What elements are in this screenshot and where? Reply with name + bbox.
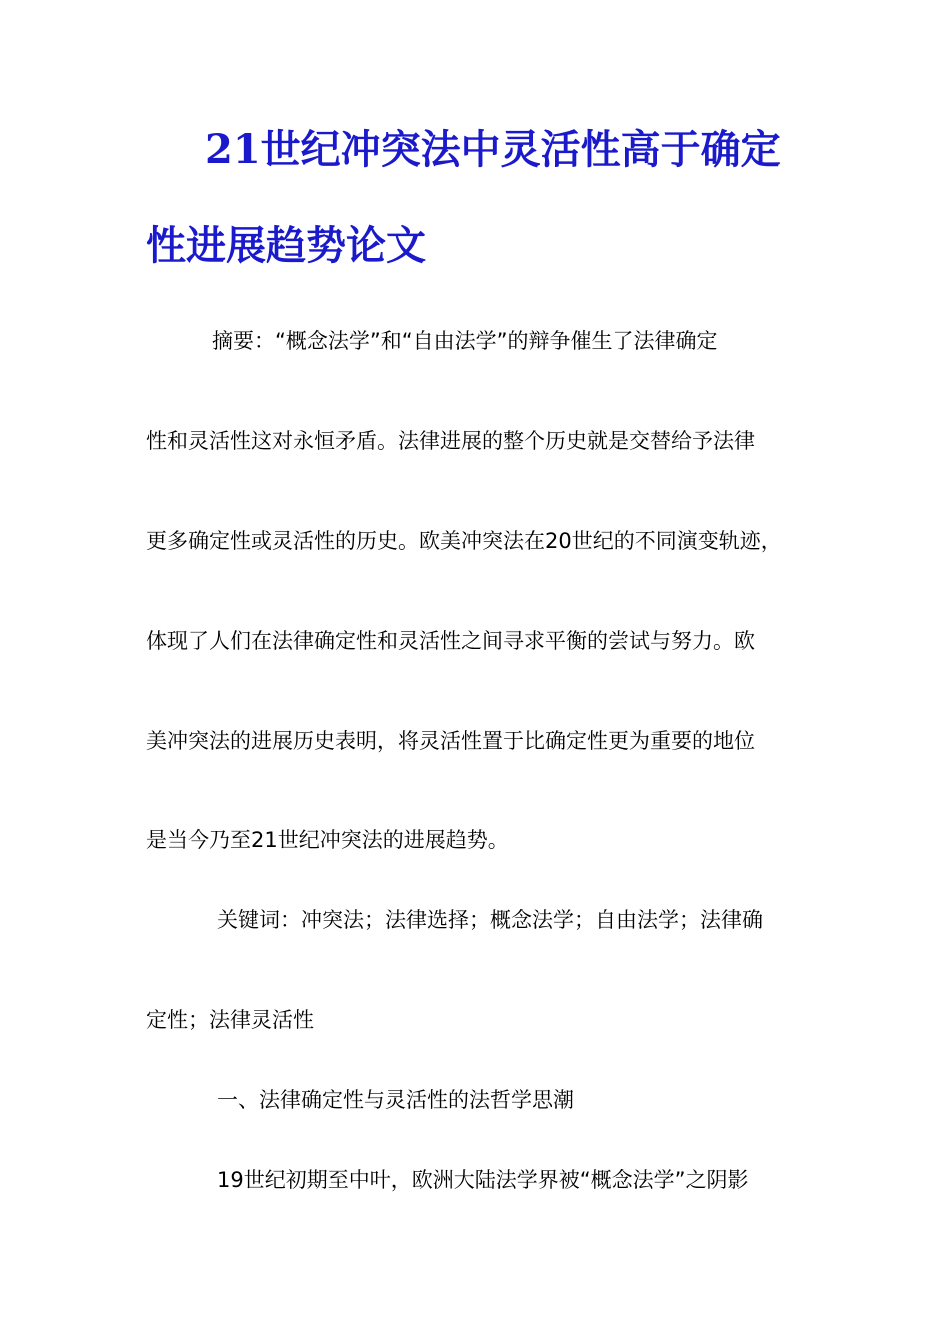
keywords-line-2: 定性；法律灵活性 — [146, 1008, 314, 1032]
section-heading: 一、法律确定性与灵活性的法哲学思潮 — [217, 1088, 574, 1112]
document-title-line-2: 性进展趋势论文 — [146, 222, 426, 269]
abstract-line-5: 美冲突法的进展历史表明，将灵活性置于比确定性更为重要的地位 — [146, 729, 755, 753]
abstract-line-3: 更多确定性或灵活性的历史。欧美冲突法在20世纪的不同演变轨迹， — [146, 529, 782, 553]
abstract-line-6: 是当今乃至21世纪冲突法的进展趋势。 — [146, 828, 509, 852]
keywords-line-1: 关键词：冲突法；法律选择；概念法学；自由法学；法律确 — [217, 908, 763, 932]
body-line-1: 19世纪初期至中叶，欧洲大陆法学界被“概念法学”之阴影 — [217, 1168, 749, 1192]
document-title-line-1: 21世纪冲突法中灵活性高于确定 — [205, 126, 781, 173]
abstract-line-2: 性和灵活性这对永恒矛盾。法律进展的整个历史就是交替给予法律 — [146, 429, 755, 453]
abstract-line-4: 体现了人们在法律确定性和灵活性之间寻求平衡的尝试与努力。欧 — [146, 629, 755, 653]
abstract-line-1: 摘要：“概念法学”和“自由法学”的辩争催生了法律确定 — [212, 329, 718, 353]
